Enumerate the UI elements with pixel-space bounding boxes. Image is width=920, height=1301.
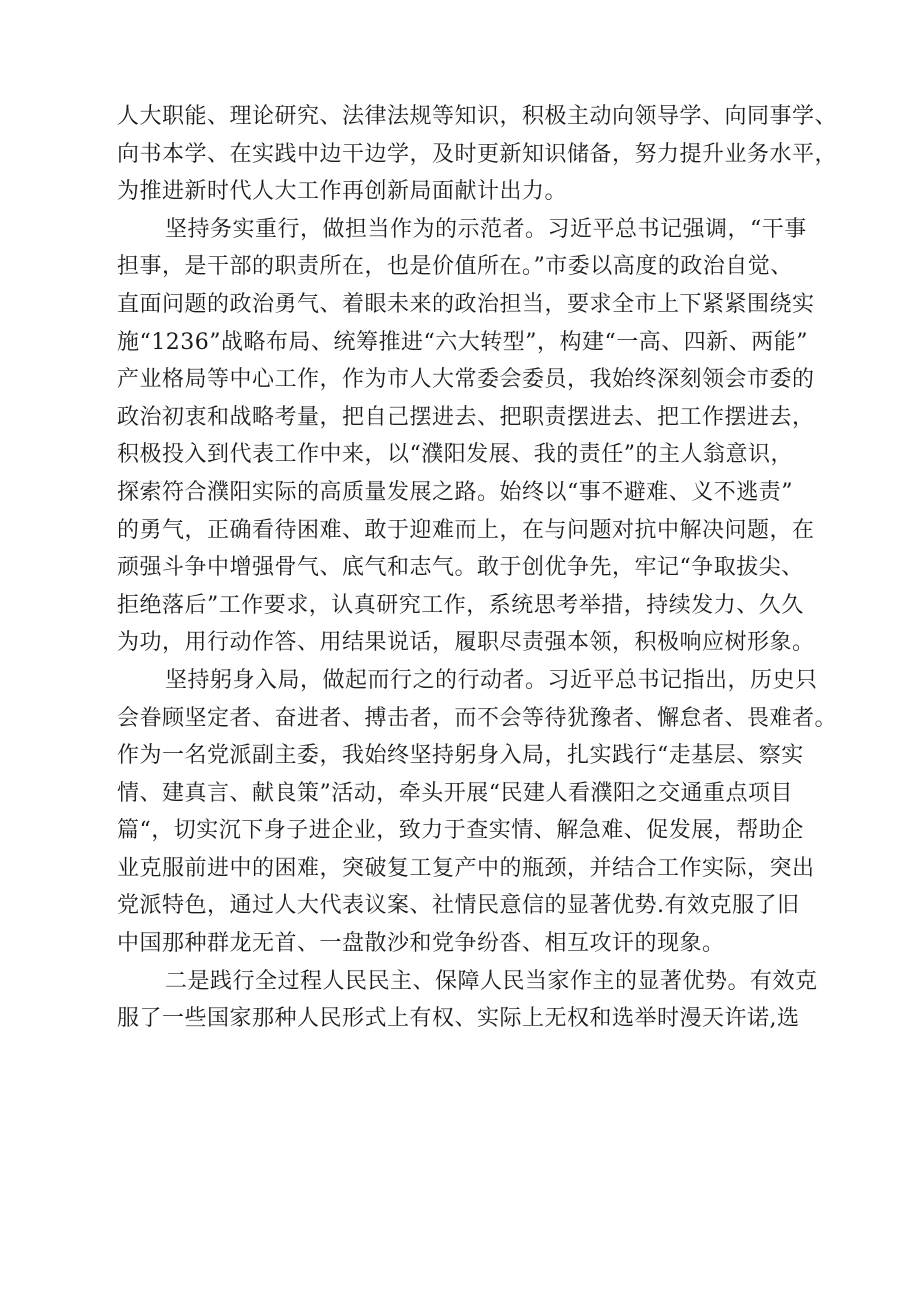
paragraph-start-line: 坚持躬身入局，做起而行之的行动者。习近平总书记指出，历史只	[165, 667, 818, 693]
text-line: 中国那种群龙无首、一盘散沙和党争纷沓、相互攻讦的现象。	[117, 931, 725, 957]
text-line: 直面问题的政治勇气、着眼未来的政治担当，要求全市上下紧紧围绕实	[117, 291, 815, 317]
text-line: 人大职能、理论研究、法律法规等知识，积极主动向领导学、向同事学、	[117, 104, 838, 129]
text-line: 积极投入到代表工作中来，以“濮阳发展、我的责任”的主人翁意识，	[117, 442, 793, 468]
text-line: 顽强斗争中增强骨气、底气和志气。敢于创优争先，牢记“争取拔尖、	[117, 555, 804, 581]
text-line: 业克服前进中的困难，突破复工复产中的瓶颈，并结合工作实际，突出	[117, 855, 815, 881]
text-line: 服了一些国家那种人民形式上有权、实际上无权和选举时漫天许诺,选	[117, 1006, 800, 1032]
text-line: 担事，是干部的职责所在，也是价值所在。”市委以高度的政治自觉、	[117, 254, 793, 280]
paragraph-start-line: 坚持务实重行，做担当作为的示范者。习近平总书记强调，“干事	[165, 216, 807, 242]
text-line: 的勇气，正确看待困难、敢于迎难而上，在与问题对抗中解决问题，在	[117, 517, 815, 543]
text-line: 为功，用行动作答、用结果说话，履职尽责强本领，积极响应树形象。	[117, 630, 815, 656]
text-line: 党派特色，通过人大代表议案、社情民意信的显著优势.有效克服了旧	[117, 893, 800, 919]
text-line: 会眷顾坚定者、奋进者、搏击者，而不会等待犹豫者、懈怠者、畏难者。	[117, 705, 838, 731]
paragraph-start-line: 二是践行全过程人民民主、保障人民当家作主的显著优势。有效克	[165, 968, 818, 994]
text-line: 向书本学、在实践中边干边学，及时更新知识储备，努力提升业务水平，	[117, 141, 838, 167]
text-line: 政治初衷和战略考量，把自己摆进去、把职责摆进去、把工作摆进去，	[117, 404, 815, 430]
text-line: 为推进新时代人大工作再创新局面献计出力。	[117, 179, 568, 205]
text-line: 情、建真言、献良策”活动，牵头开展“民建人看濮阳之交通重点项目	[117, 780, 793, 806]
text-line: 拒绝落后”工作要求，认真研究工作，系统思考举措，持续发力、久久	[117, 592, 804, 618]
text-line: 施“1236”战略布局、统筹推进“六大转型”，构建“一高、四新、两能”	[117, 329, 808, 355]
text-line: 探索符合濮阳实际的高质量发展之路。始终以“事不避难、义不逃责”	[117, 479, 793, 505]
text-line: 产业格局等中心工作，作为市人大常委会委员，我始终深刻领会市委的	[117, 367, 815, 393]
text-line: 篇“，切实沉下身子进企业，致力于查实情、解急难、促发展，帮助企	[117, 818, 804, 844]
body-text	[117, 98, 838, 1038]
text-line: 作为一名党派副主委，我始终坚持躬身入局，扎实践行“走基层、察实	[117, 743, 804, 769]
